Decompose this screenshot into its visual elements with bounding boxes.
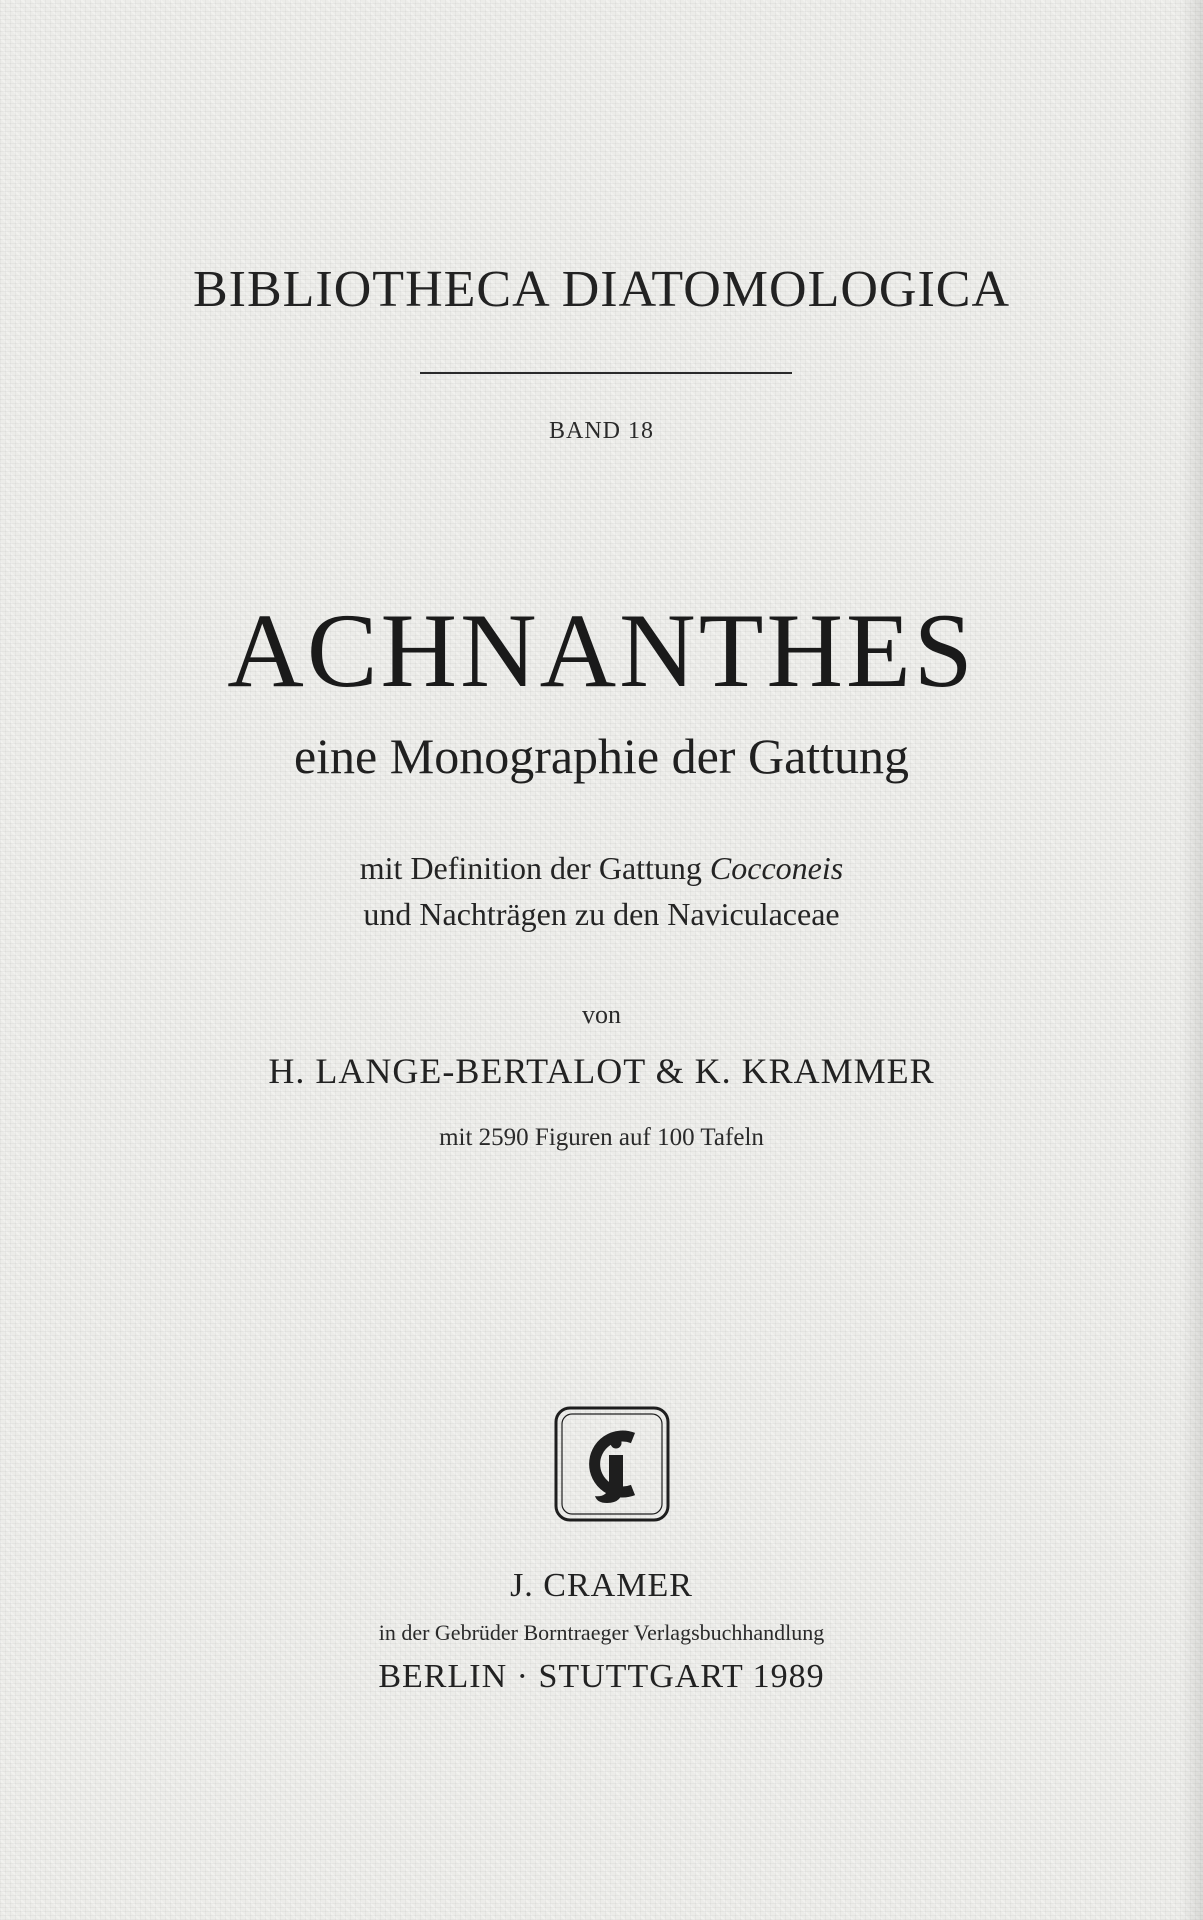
by-label: von [582,1000,621,1029]
authors: H. LANGE-BERTALOT & K. KRAMMER [268,1051,935,1091]
description-line-1 [0,850,1203,887]
genus-name-italic: Cocconeis [709,850,844,886]
description-line-1-text: mit Definition der Gattung [359,850,710,886]
cj-publisher-monogram-icon [553,1405,671,1523]
title-divider-rule [420,372,792,374]
book-subtitle: eine Monographie der Gattung [293,728,910,784]
volume-number: BAND 18 [548,418,654,444]
description-line-2: und Nachträgen zu den Naviculaceae [363,896,840,932]
figures-note: mit 2590 Figuren auf 100 Tafeln [439,1124,764,1151]
publisher-imprint: in der Gebrüder Borntraeger Verlagsbuchhandlung [378,1620,825,1645]
place-and-year: BERLIN · STUTTGART 1989 [378,1658,825,1695]
book-title: ACHNANTHES [227,592,976,709]
publisher-name: J. CRAMER [510,1567,693,1604]
series-title: BIBLIOTHECA DIATOMOLOGICA [192,261,1010,318]
